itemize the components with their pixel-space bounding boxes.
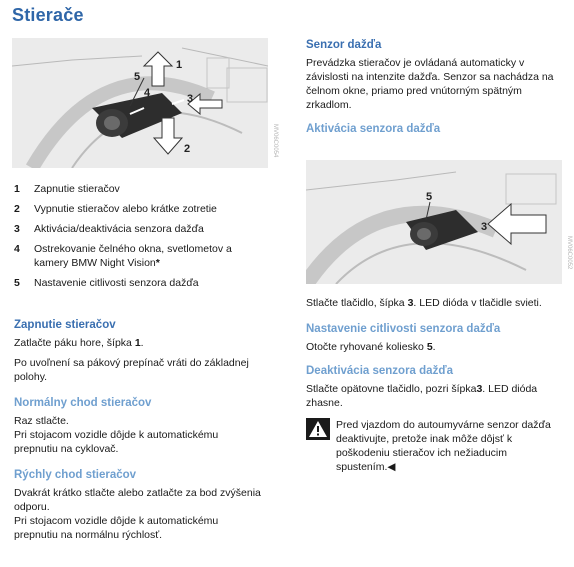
right-column-top: [306, 38, 566, 136]
legend-item: [14, 182, 264, 196]
legend-number: 2: [14, 203, 20, 215]
para-rychly-2: Pri stojacom vozidle dôjde k automatickému prepnutiu na normálnu rýchlosť.: [14, 515, 219, 541]
para-zapnutie-1: Zatlačte páku hore, šípka 1.: [14, 337, 144, 349]
heading-senzor: Senzor dažďa: [306, 39, 382, 51]
callout-3: 3: [481, 221, 488, 233]
left-column: [14, 318, 262, 542]
legend-item: [14, 276, 264, 290]
heading-zapnutie: Zapnutie stieračov: [14, 319, 116, 331]
para-nastavenie: Otočte ryhované koliesko 5.: [306, 341, 436, 353]
legend-text: Nastavenie citlivosti senzora dažďa: [34, 277, 199, 289]
wiper-stalk-illustration: [12, 38, 268, 168]
legend-number: 4: [14, 243, 20, 255]
para-deaktivacia: Stlačte opätovne tlačidlo, pozri šípka3. LED dióda zhasne.: [306, 383, 538, 409]
warning-triangle-icon: [306, 418, 336, 474]
legend-text: [34, 242, 264, 270]
para-aktivacia: Stlačte tlačidlo, šípka 3. LED dióda v tlačidle svieti.: [306, 297, 542, 309]
legend-item: [14, 242, 264, 270]
callout-2: 2: [184, 143, 191, 155]
legend-star: *: [155, 257, 160, 269]
heading-aktivacia: Aktivácia senzora dažďa: [306, 123, 441, 135]
heading-normalny: Normálny chod stieračov: [14, 397, 152, 409]
callout-5: 5: [134, 71, 141, 83]
warning-box: [306, 418, 568, 474]
heading-rychly: Rýchly chod stieračov: [14, 469, 137, 481]
legend-text: Aktivácia/deaktivácia senzora dažďa: [34, 223, 204, 235]
legend-text-main: Ostrekovanie čelného okna, svetlometov a kamery BMW Night Vision: [34, 243, 232, 269]
figure-code: MV06C0052: [566, 236, 572, 270]
legend-list: [14, 182, 264, 296]
callout-5: 5: [426, 191, 433, 203]
para-normalny-2: Pri stojacom vozidle dôjde k automatickému prepnutiu na cyklovač.: [14, 429, 219, 455]
legend-number: 3: [14, 223, 20, 235]
end-mark: ◀: [387, 461, 396, 473]
legend-number: 1: [14, 183, 20, 195]
figure-wiper-stalk: [12, 38, 268, 168]
heading-deaktivacia: Deaktivácia senzora dažďa: [306, 365, 453, 377]
callout-4: 4: [144, 87, 151, 99]
legend-item: [14, 222, 264, 236]
figure-rain-sensor: [306, 160, 562, 284]
legend-item: [14, 202, 264, 216]
para-rychly-1: Dvakrát krátko stlačte alebo zatlačte za bod zvýšenia odporu.: [14, 487, 261, 513]
para-senzor: Prevádzka stieračov je ovládaná automaticky v závislosti na intenzite dažďa. Senzor sa nachádza na čelnom okne, priamo pred vnútorným spätným zrkadlom.: [306, 57, 554, 111]
para-normalny-1: Raz stlačte.: [14, 415, 69, 427]
legend-text: Zapnutie stieračov: [34, 183, 120, 195]
rain-sensor-illustration: [306, 160, 562, 284]
page-title: Stierače: [12, 5, 84, 25]
warning-text: Pred vjazdom do autoumyvárne senzor dažďa deaktivujte, pretože inak môže dôjsť k poškodeniu stieračov ich nežiaducim spustením.◀: [336, 419, 551, 473]
heading-nastavenie: Nastavenie citlivosti senzora dažďa: [306, 323, 501, 335]
para-zapnutie-2: Po uvoľnení sa pákový prepínač vráti do základnej polohy.: [14, 357, 249, 383]
figure-code: MV06C0054: [272, 124, 278, 158]
legend-text: Vypnutie stieračov alebo krátke zotretie: [34, 203, 217, 215]
legend-number: 5: [14, 277, 20, 289]
right-column-bottom: [306, 296, 568, 474]
callout-1: 1: [176, 59, 183, 71]
callout-3: 3: [187, 93, 194, 105]
